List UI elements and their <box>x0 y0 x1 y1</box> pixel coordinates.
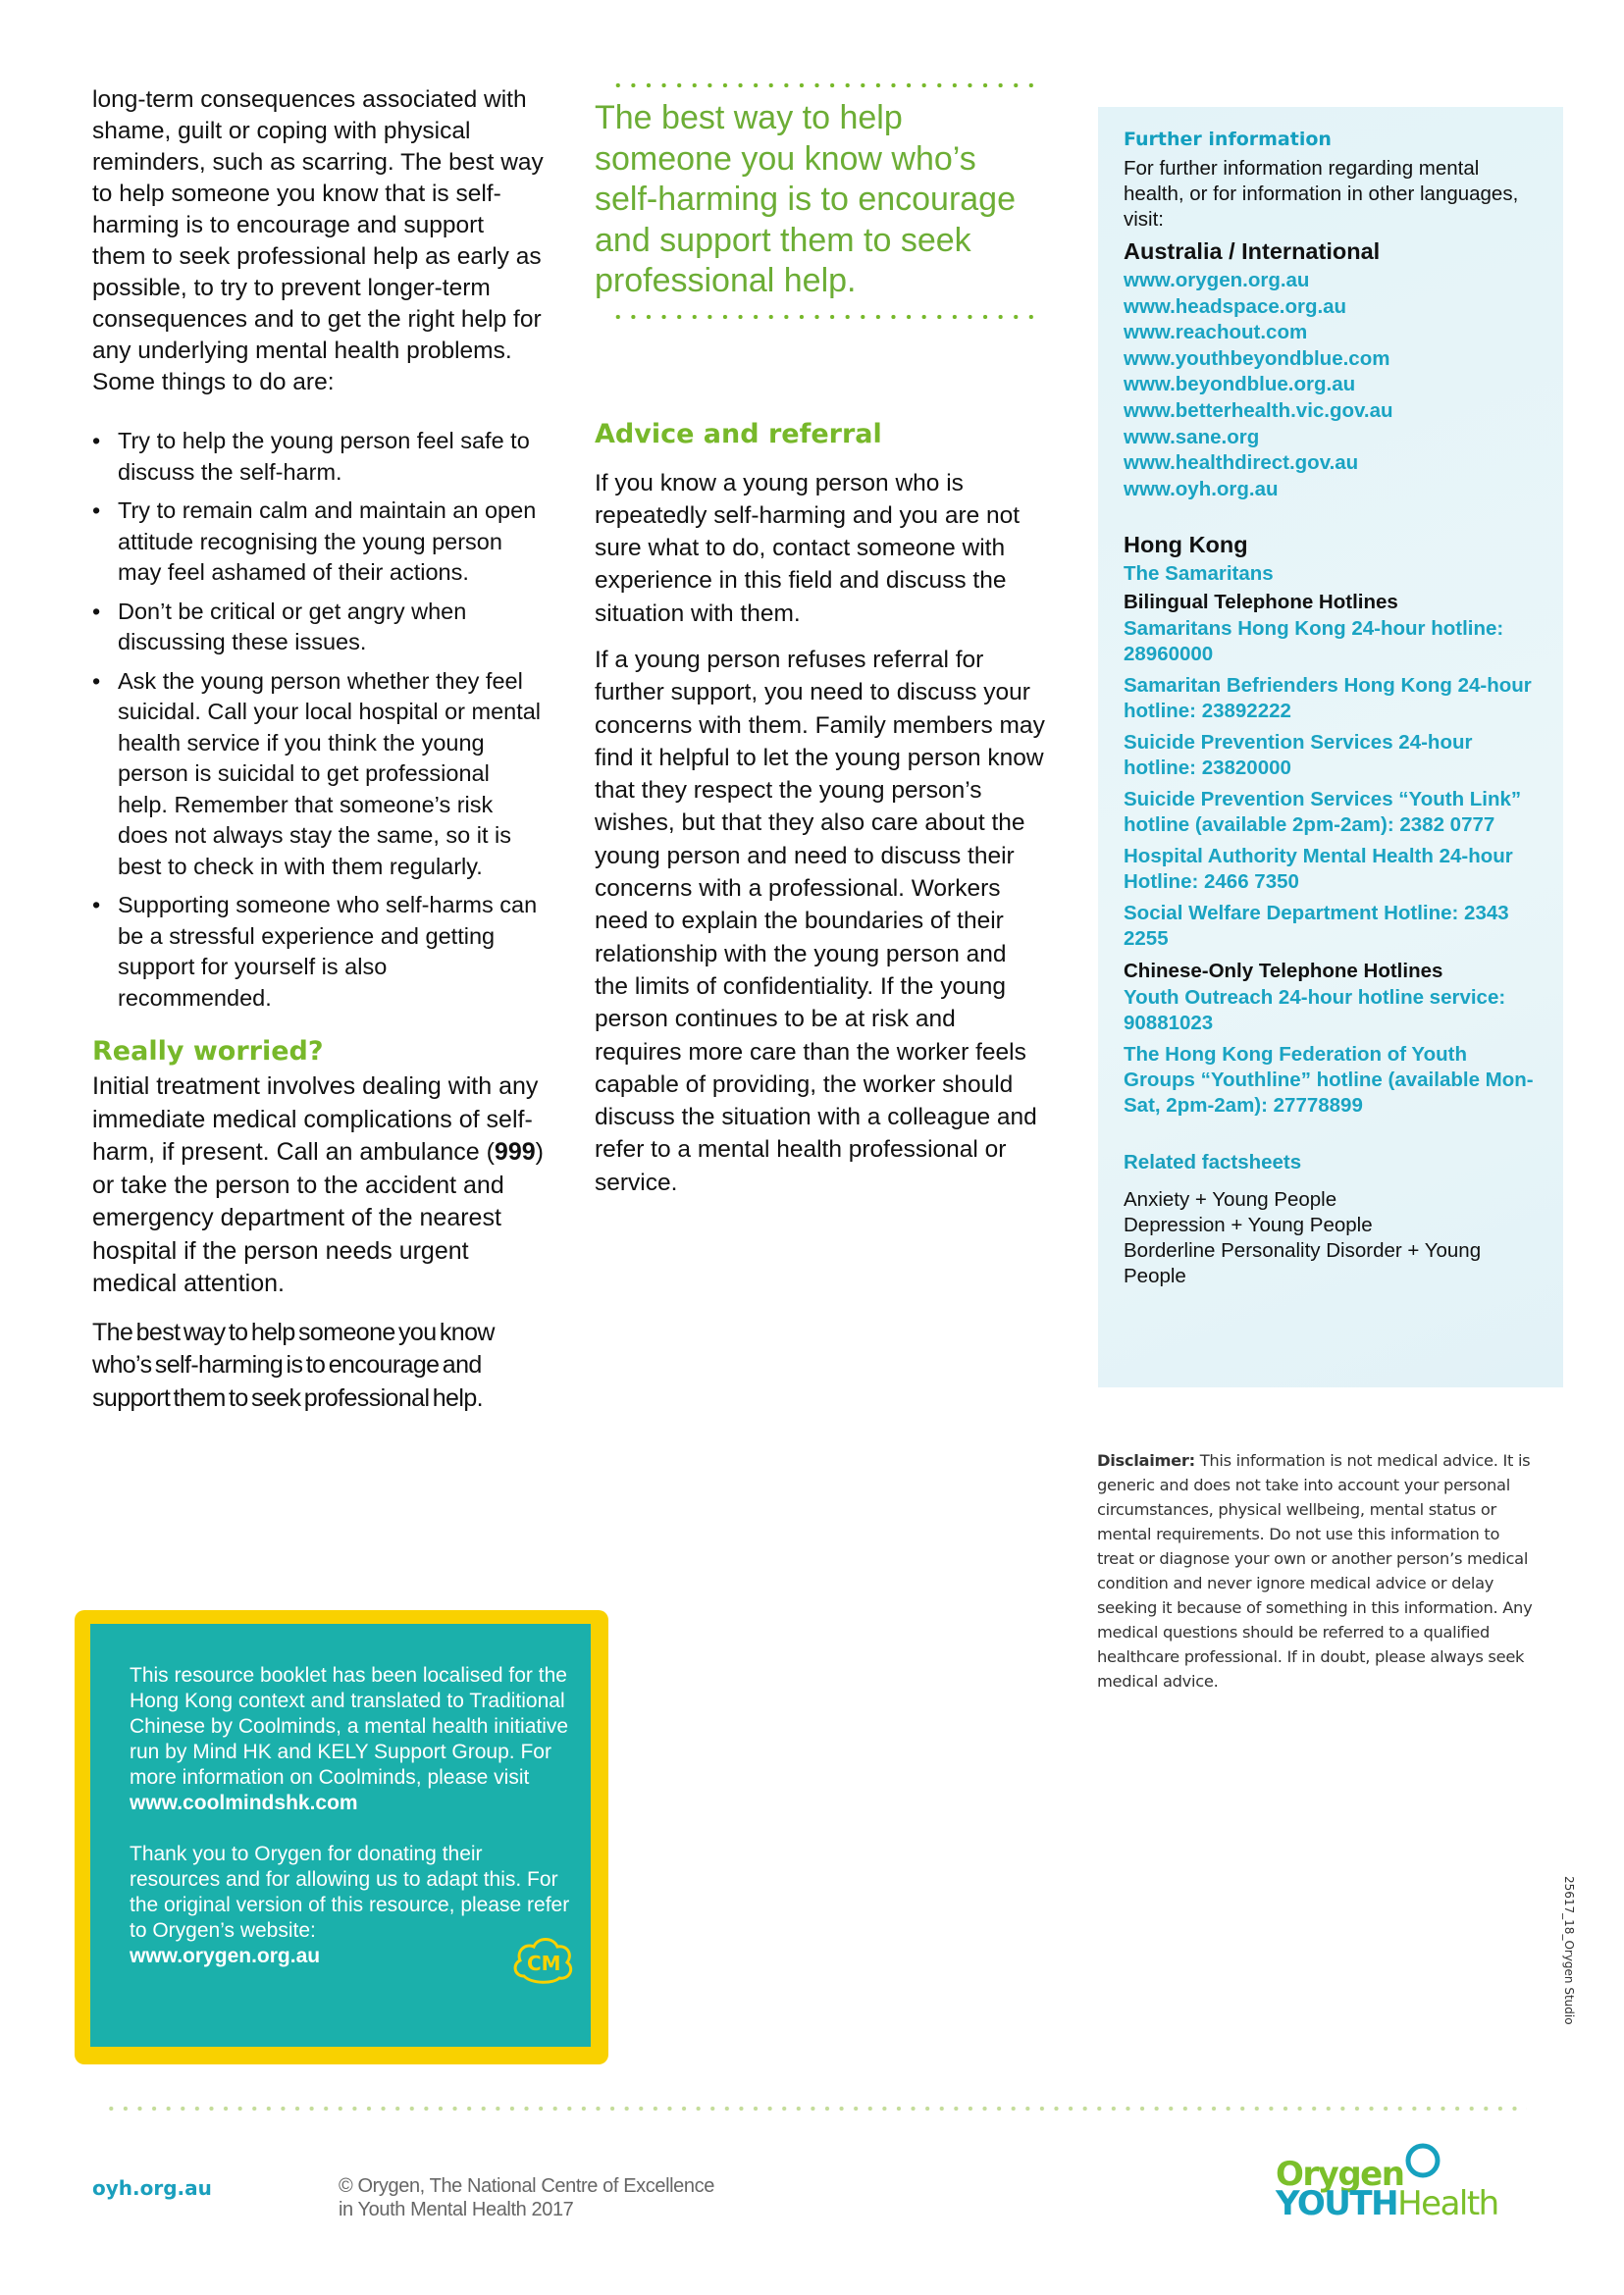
worried-text-before: Initial treatment involves dealing with any immediate medical complications of self-harm, if present. Call an ambulance ( <box>92 1072 539 1166</box>
related-factsheets-list <box>1124 1187 1538 1289</box>
hotline-item: Samaritans Hong Kong 24-hour hotline: 28960000 <box>1124 617 1504 666</box>
list-item-text: Don’t be critical or get angry when discussing these issues. <box>118 598 467 654</box>
advice-paragraph: If a young person refuses referral for further support, you need to discuss your concerns with them. Family members may find it helpful to let the young person know that they respect the young person’s wishes, but that they also care about the young person and need to discuss their concerns with a professional. Workers need to explain the boundaries of their relationship with the young person and the limits of confidentiality. If the young person continues to be at risk and requires more care than the worker feels capable of providing, the worker should discuss the situation with a colleague and refer to a mental health professional or service. <box>595 646 1045 1196</box>
further-information-title: Further information <box>1124 129 1332 150</box>
list-item <box>92 666 544 883</box>
orygen-thanks-paragraph <box>130 1842 571 1969</box>
list-item-text: Try to remain calm and maintain an open attitude recognising the young person may feel ashamed of their actions. <box>118 497 537 585</box>
advice-paragraph: If you know a young person who is repeatedly self-harming and you are not sure what to do, contact someone with experience in this field and discuss the situation with them. <box>595 469 1021 627</box>
list-item-text: Supporting someone who self-harms can be a stressful experience and getting support for yourself is also recommended. <box>118 892 538 1011</box>
hong-kong-heading: Hong Kong <box>1124 532 1248 558</box>
bullet-icon: • <box>92 598 101 624</box>
copyright-line-1: © Orygen, The National Centre of Excellence <box>339 2175 714 2197</box>
hotline-item: Samaritan Befrienders Hong Kong 24-hour hotline: 23892222 <box>1124 674 1532 723</box>
logo-youth: YOUTH <box>1276 2184 1398 2223</box>
coolminds-text: This resource booklet has been localised for the Hong Kong context and translated to Traditional Chinese by Coolminds, a mental health initiative run by Mind HK and KELY Support Group. For more information on Coolminds, please visit <box>130 1664 569 1789</box>
list-item <box>92 597 544 658</box>
tips-list <box>92 426 544 1014</box>
link-oyh[interactable]: www.oyh.org.au <box>1124 477 1279 500</box>
ambulance-number: 999 <box>494 1138 536 1166</box>
australia-heading: Australia / International <box>1124 238 1381 264</box>
samaritans-label: The Samaritans <box>1124 562 1274 586</box>
best-way-paragraph: The best way to help someone you know who’s self-harming is to encourage and support them to seek professional help. <box>92 1318 495 1412</box>
worried-text-after: ) or take the person to the accident and emergency department of the nearest hospital if the person needs urgent medical attention. <box>92 1138 544 1297</box>
list-item-text: Try to help the young person feel safe to discuss the self-harm. <box>118 428 530 485</box>
footer-dotted-divider <box>104 2106 1527 2112</box>
link-headspace[interactable]: www.headspace.org.au <box>1124 294 1347 318</box>
related-factsheet-item: Anxiety + Young People <box>1124 1188 1337 1212</box>
logo-health: Health <box>1397 2184 1498 2223</box>
coolminds-acknowledgement-box <box>75 1610 608 2064</box>
footer-copyright <box>339 2174 714 2221</box>
link-betterhealth[interactable]: www.betterhealth.vic.gov.au <box>1124 398 1393 422</box>
middle-column <box>595 82 1046 1213</box>
bullet-icon: • <box>92 428 101 453</box>
list-item <box>92 426 544 488</box>
hotline-item: Youth Outreach 24-hour hotline service: 90881023 <box>1124 986 1506 1035</box>
intro-paragraph: long-term consequences associated with shame, guilt or coping with physical reminders, such as scarring. The best way to help someone you know that is self- harming is to encourage and support them to seek professional help as early as possible, to try to prevent longer-term consequences and to get the right help for any underlying mental health problems. Some things to do are: <box>92 86 544 395</box>
really-worried-heading: Really worried? <box>92 1036 324 1067</box>
list-item <box>92 496 544 589</box>
hotline-item: The Hong Kong Federation of Youth Groups “Youthline” hotline (available Mon-Sat, 2pm-2am): 27778899 <box>1124 1043 1534 1118</box>
orygen-ring-icon <box>1401 2139 1444 2182</box>
link-orygen[interactable]: www.orygen.org.au <box>1124 269 1310 291</box>
related-factsheets-heading: Related factsheets <box>1124 1151 1302 1174</box>
coolminds-logo-icon <box>510 1933 577 1986</box>
related-factsheet-item: Borderline Personality Disorder + Young People <box>1124 1239 1482 1288</box>
coolminds-paragraph <box>130 1663 571 1816</box>
link-healthdirect[interactable]: www.healthdirect.gov.au <box>1124 451 1359 475</box>
pull-quote: The best way to help someone you know who’s self-harming is to encourage and support them to seek professional help. <box>595 99 1017 299</box>
further-information-intro: For further information regarding mental health, or for information in other languages, visit: <box>1124 157 1519 231</box>
hotline-item: Hospital Authority Mental Health 24-hour Hotline: 2466 7350 <box>1124 845 1513 894</box>
orygen-youth-health-logo <box>1276 2139 1521 2227</box>
dotted-divider-top <box>610 82 1042 88</box>
link-beyondblue[interactable]: www.beyondblue.org.au <box>1124 373 1356 396</box>
really-worried-paragraph <box>92 1070 544 1301</box>
orygen-thanks-text: Thank you to Orygen for donating their resources and for allowing us to adapt this. For the original version of this resource, please refer to Orygen’s website: <box>130 1843 570 1942</box>
disclaimer-text: This information is not medical advice. It is generic and does not take into account your personal circumstances, physical wellbeing, mental status or mental requirements. Do not use this information to treat or diagnose your own or another person’s medical condition and never ignore medical advice or delay seeking it because of something in this information. Any medical questions should be referred to a qualified healthcare professional. If in doubt, please always seek medical advice. <box>1097 1451 1533 1691</box>
bullet-icon: • <box>92 892 101 917</box>
hotline-item: Suicide Prevention Services “Youth Link” hotline (available 2pm-2am): 2382 0777 <box>1124 788 1522 837</box>
dotted-divider-bottom <box>610 314 1042 320</box>
bullet-icon: • <box>92 497 101 523</box>
left-column <box>92 84 544 1415</box>
copyright-line-2: in Youth Mental Health 2017 <box>339 2199 574 2220</box>
further-information-panel <box>1098 107 1563 1387</box>
hotline-item: Social Welfare Department Hotline: 2343 2255 <box>1124 902 1509 951</box>
advice-referral-heading: Advice and referral <box>595 418 882 449</box>
related-factsheet-item: Depression + Young People <box>1124 1214 1373 1237</box>
link-reachout[interactable]: www.reachout.com <box>1124 321 1308 344</box>
coolminds-url[interactable]: www.coolmindshk.com <box>130 1792 358 1814</box>
coolminds-logo-text: CM <box>527 1952 561 1975</box>
disclaimer <box>1097 1448 1539 1694</box>
australia-links <box>1124 268 1538 502</box>
logo-youth-health-text <box>1276 2184 1498 2223</box>
chinese-hotlines-heading: Chinese-Only Telephone Hotlines <box>1124 960 1443 983</box>
disclaimer-label: Disclaimer: <box>1097 1451 1195 1470</box>
orygen-url[interactable]: www.orygen.org.au <box>130 1945 321 1967</box>
link-sane[interactable]: www.sane.org <box>1124 425 1260 448</box>
bilingual-hotlines-heading: Bilingual Telephone Hotlines <box>1124 591 1398 614</box>
list-item <box>92 890 544 1014</box>
bullet-icon: • <box>92 667 101 694</box>
link-youthbeyondblue[interactable]: www.youthbeyondblue.com <box>1124 346 1390 370</box>
hotline-item: Suicide Prevention Services 24-hour hotline: 23820000 <box>1124 731 1473 780</box>
print-code: 25617_18_Orygen Studio <box>1562 1876 1576 2025</box>
coolminds-box-inner <box>90 1624 591 2047</box>
logo-orygen-text: Orygen <box>1276 2155 1404 2194</box>
list-item-text: Ask the young person whether they feel suicidal. Call your local hospital or mental health service if you think the young person is suicidal to get professional help. Remember that someone’s risk does not always stay the same, so it is best to check in with them regularly. <box>118 667 542 879</box>
footer-url[interactable]: oyh.org.au <box>92 2176 212 2200</box>
